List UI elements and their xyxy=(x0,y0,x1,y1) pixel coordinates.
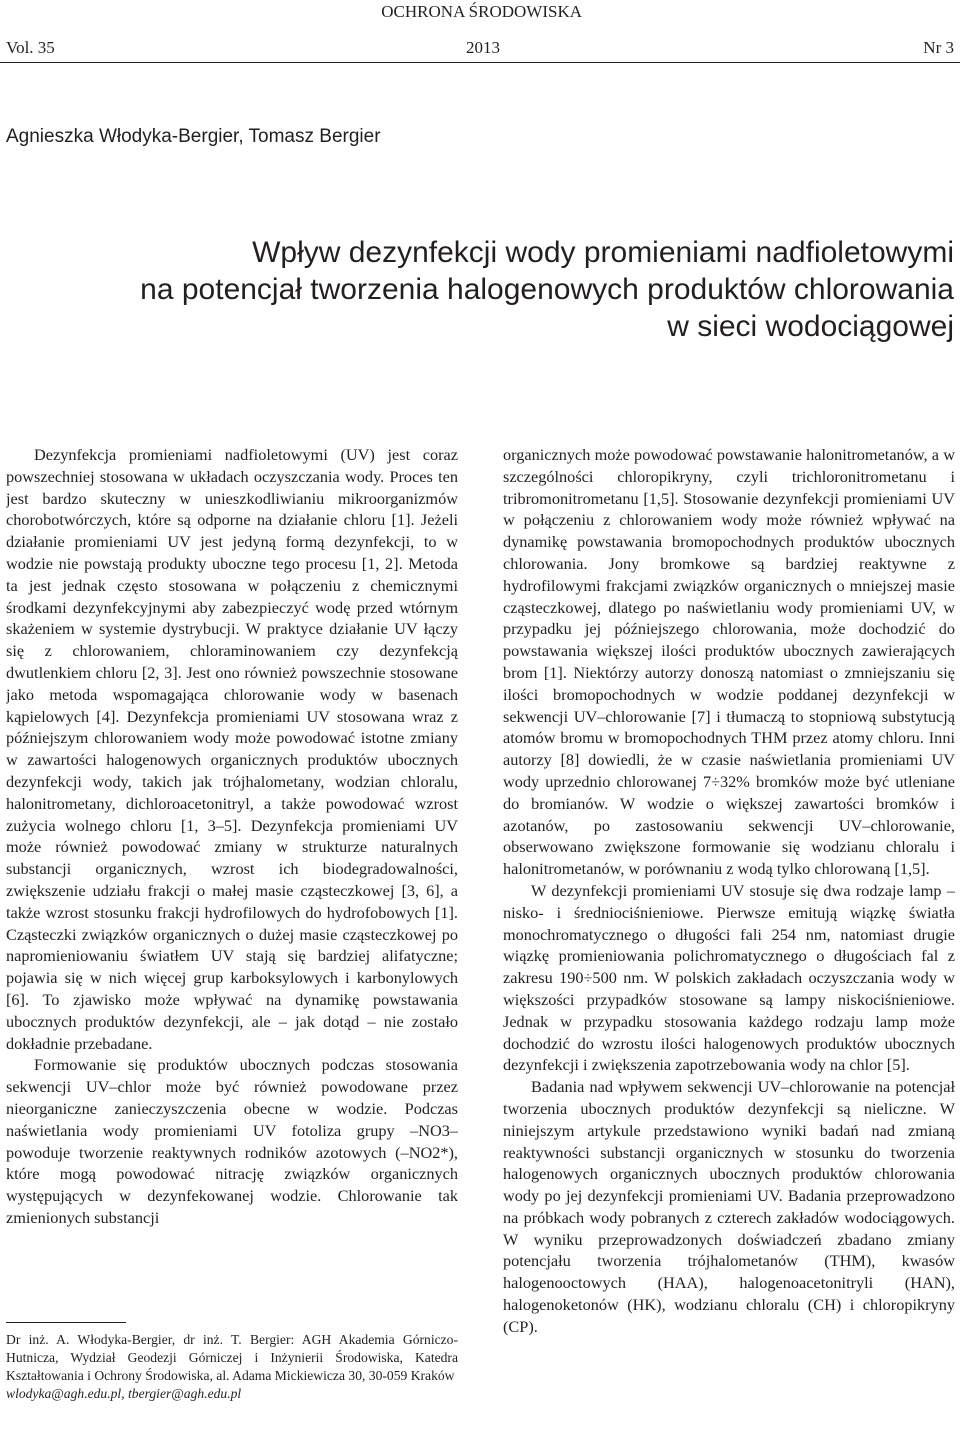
paragraph: Badania nad wpływem sekwencji UV–chlorowanie na potencjał tworzenia ubocznych produktów dezynfekcji są nieliczne. W niniejszym artykule przedstawiono wyniki badań nad zmianą reaktywności substancji organicznych w stosunku do tworzenia halogenowych organicznych ubocznych produktów chlorowania wody po jej dezynfekcji promieniami UV. Badania przeprowadzono na próbkach wody pobranych z czterech zakładów wodociągowych. W wyniku przeprowadzonych doświadczeń zbadano zmiany potencjału tworzenia trójhalometanów (THM), kwasów halogenooctowych (HAA), halogenoacetonitryli (HAN), halogenoketonów (HK), wodzianu chloralu (CH) i chloropikryny (CP). xyxy=(503,1077,955,1336)
footnote-rule xyxy=(6,1322,126,1323)
author-footnote xyxy=(6,1331,458,1403)
article-title xyxy=(54,234,954,345)
issue-info xyxy=(6,36,954,60)
journal-name: OCHRONA ŚRODOWISKA xyxy=(381,2,582,21)
paragraph: W dezynfekcji promieniami UV stosuje się dwa rodzaje lamp – nisko- i średniociśnieniowe. Pierwsze emitują wiązkę światła monochromatycznego o długości fali 254 nm, natomiast drugie wiązkę promieniowania polichromatycznego o długościach fal z zakresu 190÷500 nm. W polskich zakładach oczyszczania wody w większości przypadków stosowane są lampy niskociśnieniowe. Jednak w przypadku stosowania każdego rodzaju lamp może dochodzić do wzrostu ilości halogenowych produktów ubocznych dezynfekcji i zwiększenia zapotrzebowania wody na chlor [5]. xyxy=(503,880,955,1075)
article-authors: Agnieszka Włodyka-Bergier, Tomasz Bergier xyxy=(6,126,381,147)
body-column-right xyxy=(503,444,955,1429)
volume-label: Vol. 35 xyxy=(6,38,55,57)
author-affiliation: Dr inż. A. Włodyka-Bergier, dr inż. T. Bergier: AGH Akademia Górniczo-Hutnicza, Wydział Geodezji Górniczej i Inżynierii Środowiska, Katedra Kształtowania i Ochrony Środowiska, al. Adama Mickiewicza 30, 30-059 Kraków xyxy=(6,1332,458,1383)
header-rule xyxy=(0,62,960,63)
paragraph: organicznych może powodować powstawanie halonitrometanów, a w szczególności chloropikryny, czyli trichloronitrometanu i tribromonitrometanu [1,5]. Stosowanie dezynfekcji promieniami UV w połączeniu z chlorowaniem wody może również wpływać na dynamikę powstawania bromopochodnych produktów ubocznych chlorowania. Jony bromkowe są bardziej reaktywne z hydrofilowymi frakcjami związków organicznych o mniejszej masie cząsteczkowej, dlatego po naświetlaniu wody promieniami UV, w przypadku jej późniejszego chlorowania, może dochodzić do powstawania większej ilości produktów ubocznych zawierających brom [1]. Niektórzy autorzy donoszą natomiast o zmniejszaniu się ilości bromopochodnych w wodzie poddanej dezynfekcji w sekwencji UV–chlorowanie [7] i tłumaczą to stopniową substytucją atomów bromu w bromopochodnych THM przez atomy chloru. Inni autorzy [8] dowiedli, że w czasie naświetlania promieniami UV wody uprzednio chlorowanej 7÷32% bromków może być utleniane do bromianów. W wodzie o większej zawartości bromków i azotanów, po zastosowaniu sekwencji UV–chlorowanie, obserwowano zwiększone formowanie się wodzianu chloralu i halonitrometanów, w porównaniu z wodą tylko chlorowaną [1,5]. xyxy=(503,445,955,879)
year-label: 2013 xyxy=(466,38,500,57)
title-line: Wpływ dezynfekcji wody promieniami nadfioletowymi xyxy=(252,236,954,269)
paragraph: Formowanie się produktów ubocznych podczas stosowania sekwencji UV–chlor może być również powodowane przez nieorganiczne zanieczyszczenia obecne w wodzie. Podczas naświetlania wody promieniami UV fotoliza grupy –NO3– powoduje tworzenie reaktywnych rodników azotowych (–NO2*), które mogą powodować nitrację związków organicznych występujących w dezynfekowanej wodzie. Chlorowanie tak zmienionych substancji xyxy=(6,1055,458,1227)
issue-number: Nr 3 xyxy=(923,38,954,57)
author-emails: wlodyka@agh.edu.pl, tbergier@agh.edu.pl xyxy=(6,1386,242,1401)
title-line: na potencjał tworzenia halogenowych produktów chlorowania xyxy=(140,273,954,306)
paragraph: Dezynfekcja promieniami nadfioletowymi (UV) jest coraz powszechniej stosowana w układach oczyszczania wody. Proces ten jest bardzo skuteczny w unieszkodliwianiu mikroorganizmów chorobotwórczych, które są odporne na działanie chloru [1]. Jeżeli działanie promieniami UV jest jedyną formą dezynfekcji, to w wodzie nie powstają produkty uboczne tego procesu [1, 2]. Metoda ta jest jednak często stosowana w połączeniu z chemicznymi środkami dezynfekcyjnymi aby zabezpieczyć wodę przed wtórnym skażeniem w systemie dystrybucji. W praktyce działanie UV łączy się z chlorowaniem, chloraminowaniem czy dezynfekcją dwutlenkiem chloru [2, 3]. Jest ono również powszechnie stosowane jako metoda wspomagająca chlorowanie wody w basenach kąpielowych [4]. Dezynfekcja promieniami UV stosowana wraz z późniejszym chlorowaniem wody może powodować istotne zmiany w zawartości halogenowych organicznych produktów ubocznych dezynfekcji wody, takich jak trójhalometany, wodzian chloralu, halonitrometany, dichloroacetonitryl, a także powodować wzrost zużycia wolnego chloru [1, 3–5]. Dezynfekcja promieniami UV może również powodować zmiany w strukturze naturalnych substancji organicznych, wzrost ich biodegradowalności, zwiększenie udziału frakcji o małej masie cząsteczkowej [3, 6], a także wzrost stosunku frakcji hydrofilowych do hydrofobowych [1]. Cząsteczki związków organicznych o dużej masie cząsteczkowej po napromieniowaniu światłem UV stają się bardziej alifatyczne; pojawia się w nich więcej grup karboksylowych i karbonylowych [6]. To zjawisko może wpływać na dynamikę powstawania ubocznych produktów dezynfekcji, ale – jak dotąd – nie zostało dokładnie przebadane. xyxy=(6,445,458,1053)
body-column-left xyxy=(6,444,458,1292)
title-line: w sieci wodociągowej xyxy=(667,310,954,343)
